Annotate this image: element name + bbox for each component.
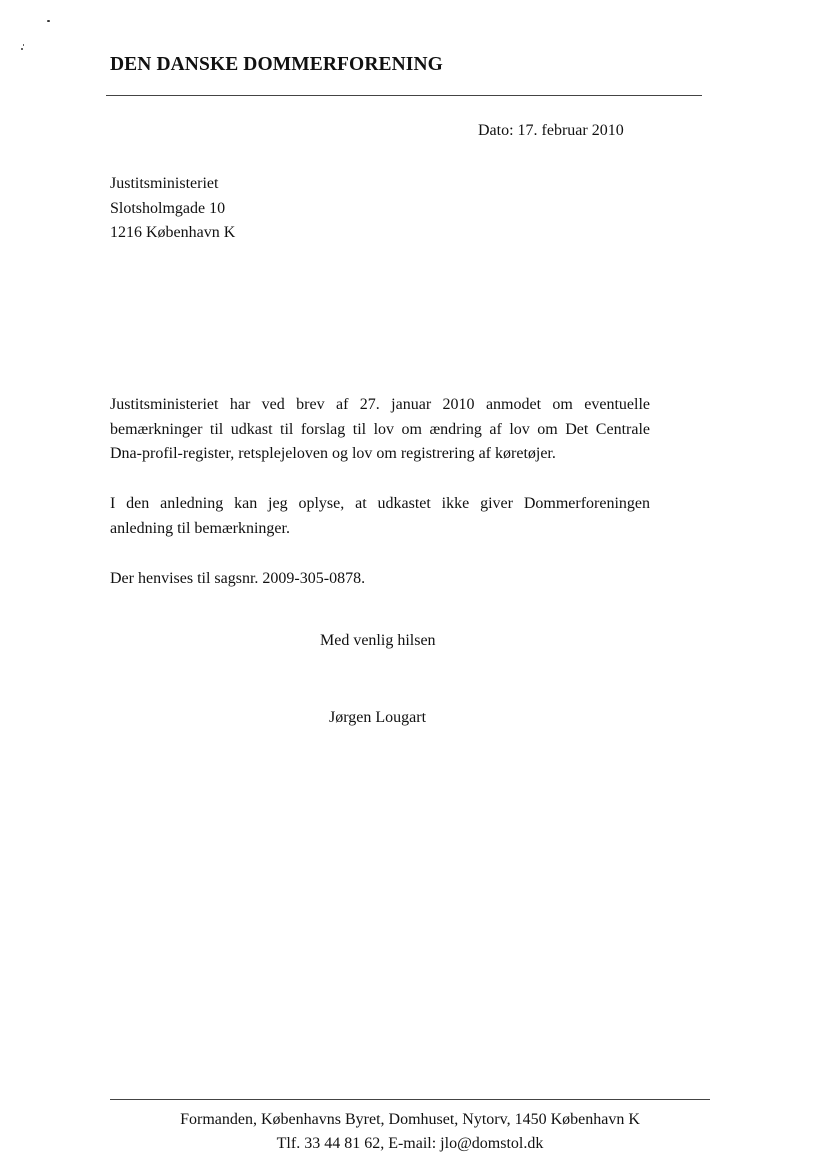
scan-speck [21, 48, 23, 50]
paragraph-line: anledning til bemærkninger. [110, 519, 290, 537]
recipient-city: 1216 København K [110, 224, 236, 241]
paragraph-line: Dna-profil-register, retsplejeloven og lov om registrering af køretøjer. [110, 445, 556, 462]
paragraph-line: Der henvises til sagsnr. 2009-305-0878. [110, 570, 366, 587]
letter-date: Dato: 17. februar 2010 [478, 122, 624, 139]
body-paragraph-2 [110, 492, 650, 541]
footer [110, 1108, 710, 1156]
scan-speck [47, 20, 50, 22]
paragraph-line: bemærkninger til udkast til forslag til lov om ændring af lov om Det Centrale [110, 420, 650, 438]
scan-speck [23, 44, 24, 46]
header-divider [106, 95, 702, 96]
paragraph-line: I den anledning kan jeg oplyse, at udkastet ikke giver Dommerforeningen [110, 495, 650, 512]
recipient-address [110, 172, 235, 246]
footer-contact: Tlf. 33 44 81 62, E-mail: jlo@domstol.dk [276, 1135, 544, 1152]
footer-divider [110, 1099, 710, 1100]
signer-name: Jørgen Lougart [329, 709, 427, 726]
paragraph-line: Justitsministeriet har ved brev af 27. januar 2010 anmodet om eventuelle [110, 396, 650, 413]
closing-salutation: Med venlig hilsen [320, 632, 436, 649]
recipient-name: Justitsministeriet [110, 175, 219, 192]
recipient-street: Slotsholmgade 10 [110, 199, 226, 217]
body-paragraph-3 [110, 567, 650, 592]
footer-address: Formanden, Københavns Byret, Domhuset, Nytorv, 1450 København K [180, 1111, 640, 1128]
body-paragraph-1 [110, 393, 650, 467]
organization-name: DEN DANSKE DOMMERFORENING [110, 54, 443, 75]
